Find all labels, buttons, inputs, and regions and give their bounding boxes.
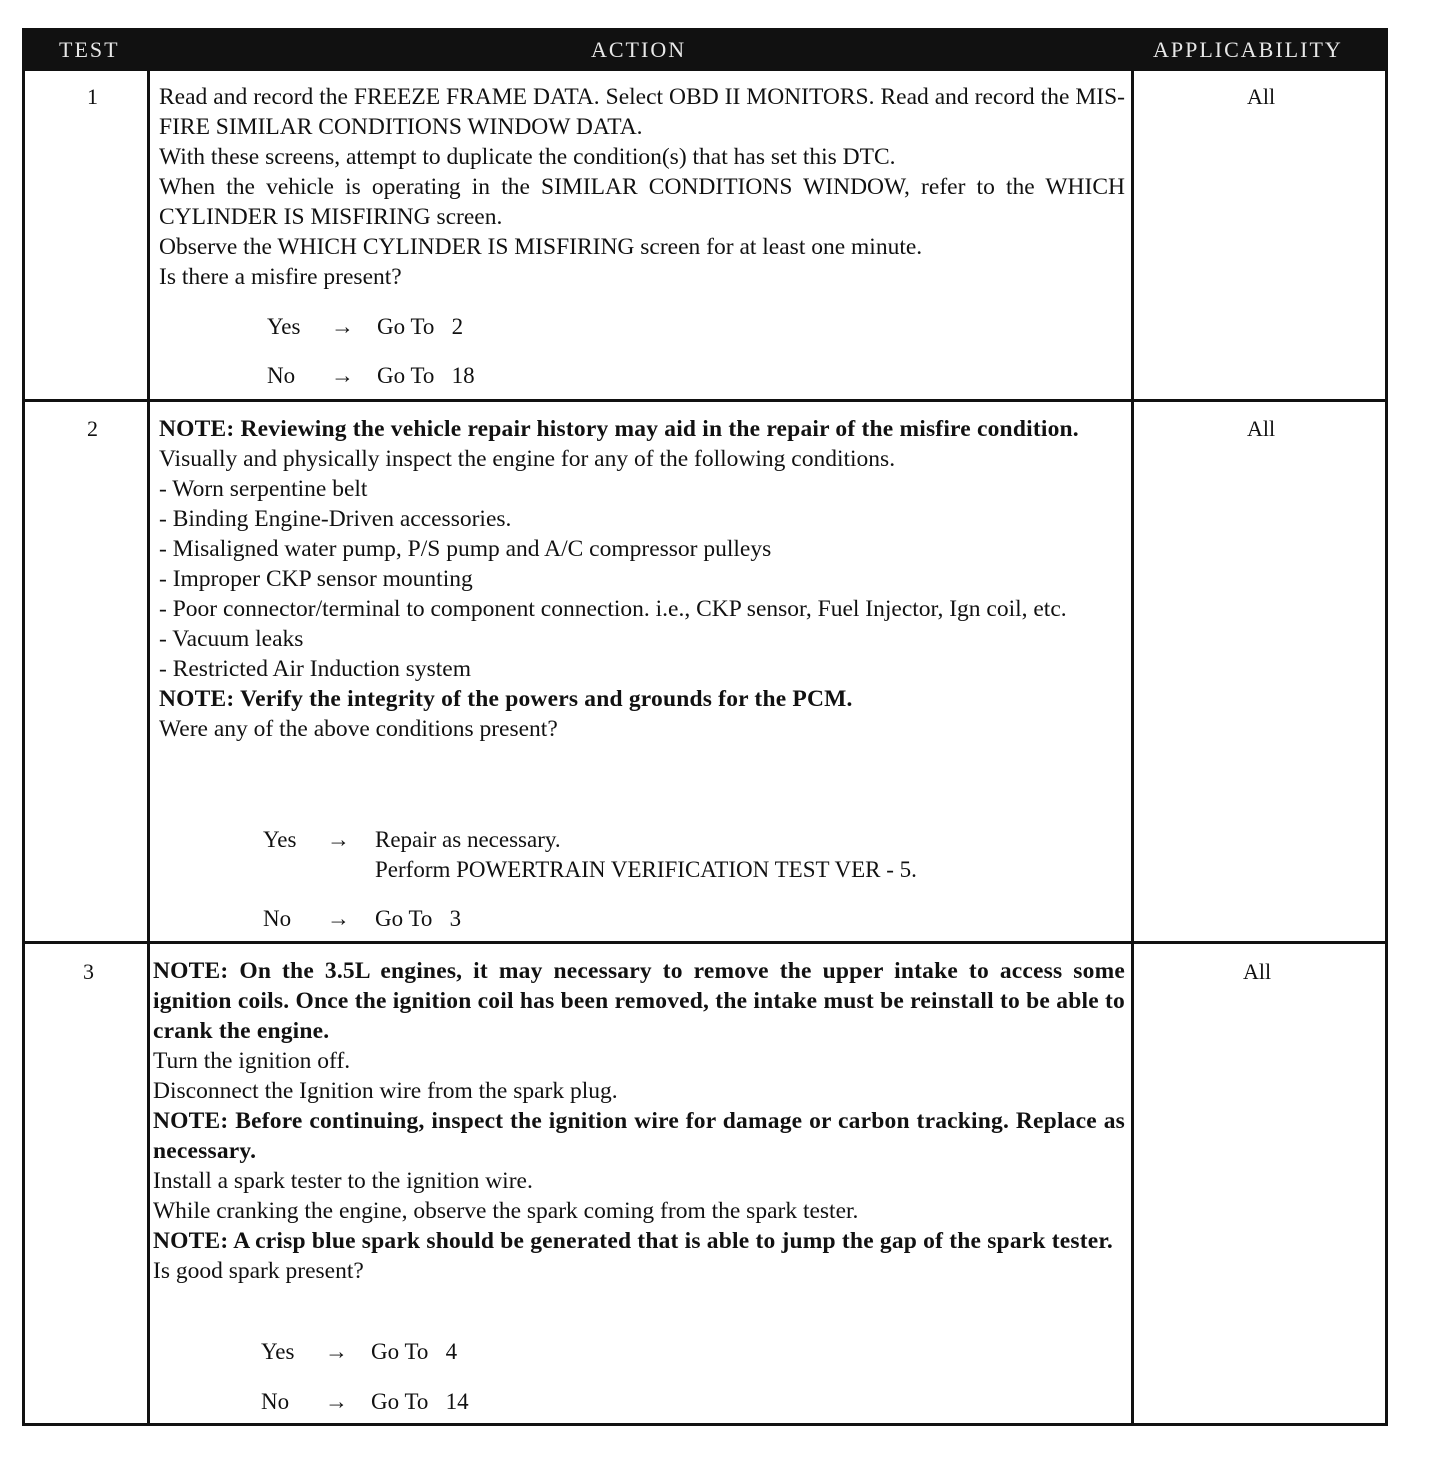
action-line: With these screens, attempt to duplicate the condition(s) that has set this DTC.	[159, 144, 896, 170]
action-text	[159, 82, 1125, 292]
action-line: Observe the WHICH CYLINDER IS MISFIRING screen for at least one minute.	[159, 234, 923, 260]
yes-action: Go To 4	[371, 1339, 458, 1364]
action-line: Is there a misfire present?	[159, 264, 402, 290]
no-action: Go To 3	[375, 906, 462, 931]
yes-label: Yes	[261, 1339, 295, 1364]
arrow-icon: →	[325, 1389, 348, 1414]
yes-label: Yes	[263, 827, 297, 852]
test-number: 1	[87, 84, 98, 109]
no-action: Go To 14	[371, 1389, 469, 1414]
action-line: Is good spark present?	[153, 1258, 364, 1284]
row-divider	[25, 399, 1385, 402]
test-number: 3	[83, 959, 94, 984]
note-line: NOTE: On the 3.5L engines, it may necessary to remove the upper intake to access some ignition coils. Once the ignition coil has been removed, the intake must be reinstall to be able to crank the engine.	[153, 958, 1125, 1044]
action-line: Install a spark tester to the ignition wire.	[153, 1168, 533, 1194]
header-test: TEST	[59, 37, 120, 62]
action-line: Disconnect the Ignition wire from the spark plug.	[153, 1078, 618, 1104]
action-line: Turn the ignition off.	[153, 1048, 351, 1074]
column-divider	[147, 71, 150, 1426]
no-label: No	[267, 363, 296, 388]
action-line: - Improper CKP sensor mounting	[159, 566, 473, 592]
applicability-value: All	[1247, 416, 1276, 441]
yes-label: Yes	[267, 314, 301, 339]
arrow-icon: →	[327, 827, 350, 852]
action-line: - Vacuum leaks	[159, 626, 304, 652]
yes-action: Go To 2	[377, 314, 464, 339]
action-text	[159, 414, 1125, 744]
column-divider	[1131, 71, 1134, 1426]
action-line: - Poor connector/terminal to component connection. i.e., CKP sensor, Fuel Injector, Ign coil, etc.	[159, 596, 1067, 622]
yes-action: Repair as necessary.	[375, 827, 561, 852]
action-line: Were any of the above conditions present?	[159, 716, 558, 742]
action-line: While cranking the engine, observe the spark coming from the spark tester.	[153, 1198, 859, 1224]
diagnostic-test-table	[22, 28, 1388, 1426]
note-line: NOTE: Verify the integrity of the powers and grounds for the PCM.	[159, 686, 853, 712]
no-action: Go To 18	[377, 363, 475, 388]
note-line: NOTE: A crisp blue spark should be generated that is able to jump the gap of the spark tester.	[153, 1228, 1113, 1254]
header-applicability: APPLICABILITY	[1153, 37, 1343, 62]
arrow-icon: →	[331, 363, 354, 388]
action-line: - Restricted Air Induction system	[159, 656, 471, 682]
applicability-value: All	[1243, 959, 1272, 984]
note-line: NOTE: Reviewing the vehicle repair history may aid in the repair of the misfire condition.	[159, 416, 1079, 442]
note-line: NOTE: Before continuing, inspect the ignition wire for damage or carbon tracking. Replace as necessary.	[153, 1108, 1125, 1164]
table-header	[25, 31, 1385, 71]
action-line: Read and record the FREEZE FRAME DATA. Select OBD II MONITORS. Read and record the MIS-FIRE SIMILAR CONDITIONS WINDOW DATA.	[159, 84, 1125, 140]
yes-action-detail: Perform POWERTRAIN VERIFICATION TEST VER - 5.	[375, 857, 917, 882]
action-line: - Worn serpentine belt	[159, 476, 368, 502]
action-line: When the vehicle is operating in the SIMILAR CONDITIONS WINDOW, refer to the WHICH CYLINDER IS MISFIRING screen.	[159, 174, 1125, 230]
no-label: No	[261, 1389, 290, 1414]
arrow-icon: →	[327, 906, 350, 931]
row-divider	[25, 941, 1385, 944]
arrow-icon: →	[325, 1339, 348, 1364]
applicability-value: All	[1247, 84, 1276, 109]
action-line: - Binding Engine-Driven accessories.	[159, 506, 512, 532]
header-action: ACTION	[591, 37, 687, 62]
action-line: - Misaligned water pump, P/S pump and A/C compressor pulleys	[159, 536, 772, 562]
action-line: Visually and physically inspect the engine for any of the following conditions.	[159, 446, 896, 472]
arrow-icon: →	[331, 314, 354, 339]
no-label: No	[263, 906, 292, 931]
test-number: 2	[87, 416, 98, 441]
action-text	[153, 956, 1125, 1286]
